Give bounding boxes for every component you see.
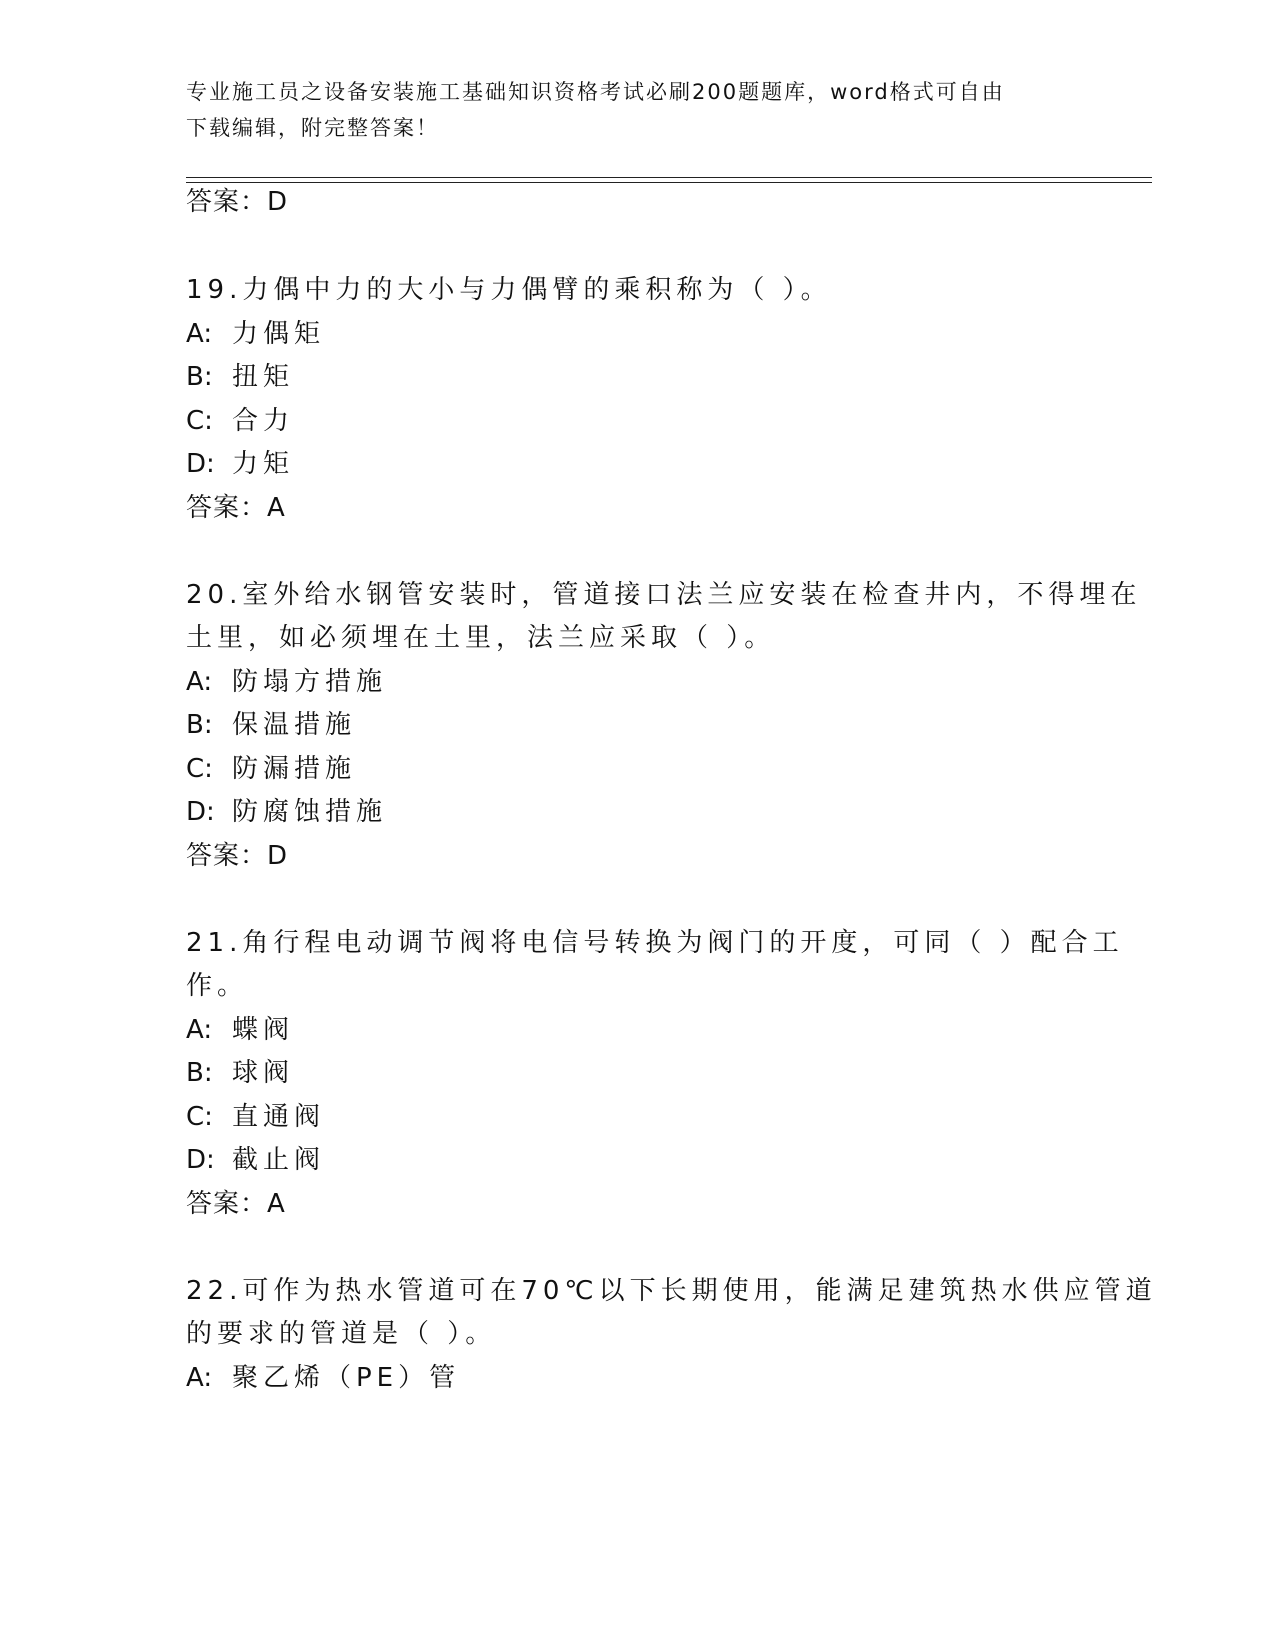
option-text: 力矩: [232, 449, 295, 479]
option-text: 防塌方措施: [232, 667, 388, 697]
option-letter: D:: [186, 797, 215, 827]
question-stem: 20.室外给水钢管安装时，管道接口法兰应安装在检查井内，不得埋在: [186, 580, 1142, 610]
option-letter: D:: [186, 449, 215, 479]
option-letter: A:: [186, 667, 213, 697]
option-text: 扭矩: [232, 362, 295, 392]
option-text: 球阀: [232, 1058, 295, 1088]
question-stem: 22.可作为热水管道可在70℃以下长期使用，能满足建筑热水供应管道: [186, 1276, 1157, 1306]
option-letter: A:: [186, 1015, 213, 1045]
option-b: [186, 1051, 294, 1096]
option-a: [186, 1356, 460, 1401]
option-c: [186, 399, 294, 444]
option-c: [186, 1095, 325, 1140]
question-stem: 19.力偶中力的大小与力偶臂的乘积称为（ ）。: [186, 275, 832, 305]
header-divider-top: [186, 177, 1152, 178]
option-letter: A:: [186, 1363, 213, 1393]
option-text: 蝶阀: [232, 1015, 295, 1045]
option-letter: B:: [186, 362, 213, 392]
question-stem: 的要求的管道是（ ）。: [186, 1319, 497, 1349]
header-line-1: 专业施工员之设备安装施工基础知识资格考试必刷200题题库，word格式可自由: [186, 80, 1005, 104]
header-divider-bottom: [186, 182, 1152, 183]
answer: 答案：D: [186, 841, 289, 871]
option-text: 防漏措施: [232, 754, 357, 784]
option-letter: B:: [186, 710, 213, 740]
header-line-2: 下载编辑，附完整答案！: [186, 116, 439, 140]
option-text: 合力: [232, 406, 295, 436]
document-header: [186, 74, 1086, 146]
option-text: 聚乙烯（PE）管: [232, 1363, 461, 1393]
option-letter: C:: [186, 1102, 213, 1132]
previous-answer: 答案：D: [186, 187, 289, 217]
option-d: [186, 790, 387, 835]
option-a: [186, 312, 325, 357]
option-letter: A:: [186, 319, 213, 349]
answer: 答案：A: [186, 1189, 286, 1219]
option-text: 防腐蚀措施: [232, 797, 388, 827]
question-stem: 21.角行程电动调节阀将电信号转换为阀门的开度，可同（ ）配合工: [186, 928, 1124, 958]
option-text: 保温措施: [232, 710, 357, 740]
option-letter: C:: [186, 754, 213, 784]
question-stem: 作。: [186, 971, 249, 1001]
option-a: [186, 660, 387, 705]
option-text: 截止阀: [232, 1145, 326, 1175]
option-text: 直通阀: [232, 1102, 326, 1132]
answer: 答案：A: [186, 493, 286, 523]
option-b: [186, 703, 356, 748]
option-letter: D:: [186, 1145, 215, 1175]
option-d: [186, 1138, 325, 1183]
option-letter: C:: [186, 406, 213, 436]
option-d: [186, 442, 294, 487]
question-stem: 土里，如必须埋在土里，法兰应采取（ ）。: [186, 623, 776, 653]
option-text: 力偶矩: [232, 319, 326, 349]
option-a: [186, 1008, 294, 1053]
option-b: [186, 355, 294, 400]
option-letter: B:: [186, 1058, 213, 1088]
option-c: [186, 747, 356, 792]
